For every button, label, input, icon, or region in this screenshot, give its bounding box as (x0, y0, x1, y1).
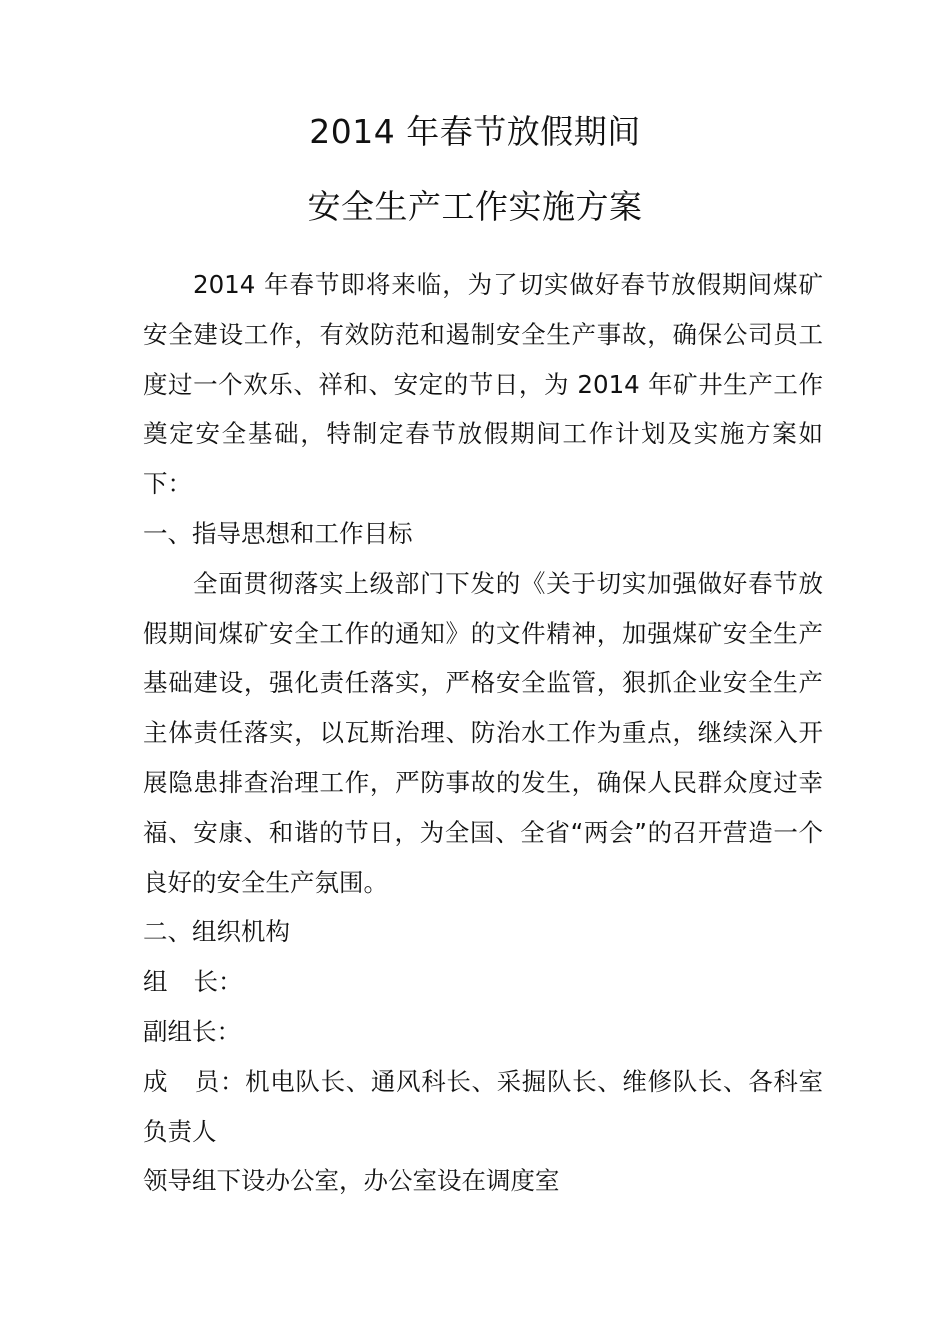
section-1-paragraph: 全面贯彻落实上级部门下发的《关于切实加强做好春节放假期间煤矿安全工作的通知》的文件精神，加强煤矿安全生产基础建设，强化责任落实，严格安全监管，狠抓企业安全生产主体责任落实，以瓦斯治理、防治水工作为重点，继续深入开展隐患排查治理工作，严防事故的发生，确保人民群众度过幸福、安康、和谐的节日，为全国、全省“两会”的召开营造一个良好的安全生产氛围。 (143, 568, 823, 897)
document-body (143, 260, 823, 1206)
members-line (143, 1057, 823, 1157)
document-title-line-2: 安全生产工作实施方案 (307, 187, 643, 226)
leader-label-rest: 长： (193, 967, 243, 997)
document-title-line-1: 2014 年春节放假期间 (309, 112, 641, 151)
leader-label-first-char: 组 (143, 967, 168, 997)
leader-line (143, 957, 823, 1007)
members-list: 员：机电队长、通风科长、采掘队长、维修队长、各科室负责人 (143, 1066, 823, 1146)
section-1-heading: 一、指导思想和工作目标 (143, 518, 413, 548)
intro-paragraph: 2014 年春节即将来临，为了切实做好春节放假期间煤矿安全建设工作，有效防范和遏制安全生产事故，确保公司员工度过一个欢乐、祥和、安定的节日，为 2014 年矿井生产工作奠定安全基础，特制定春节放假期间工作计划及实施方案如下： (143, 270, 823, 499)
office-note: 领导组下设办公室，办公室设在调度室 (143, 1166, 560, 1196)
members-label-first-char: 成 (143, 1066, 169, 1096)
deputy-leader-line: 副组长： (143, 1016, 241, 1046)
section-2-heading: 二、组织机构 (143, 917, 290, 947)
